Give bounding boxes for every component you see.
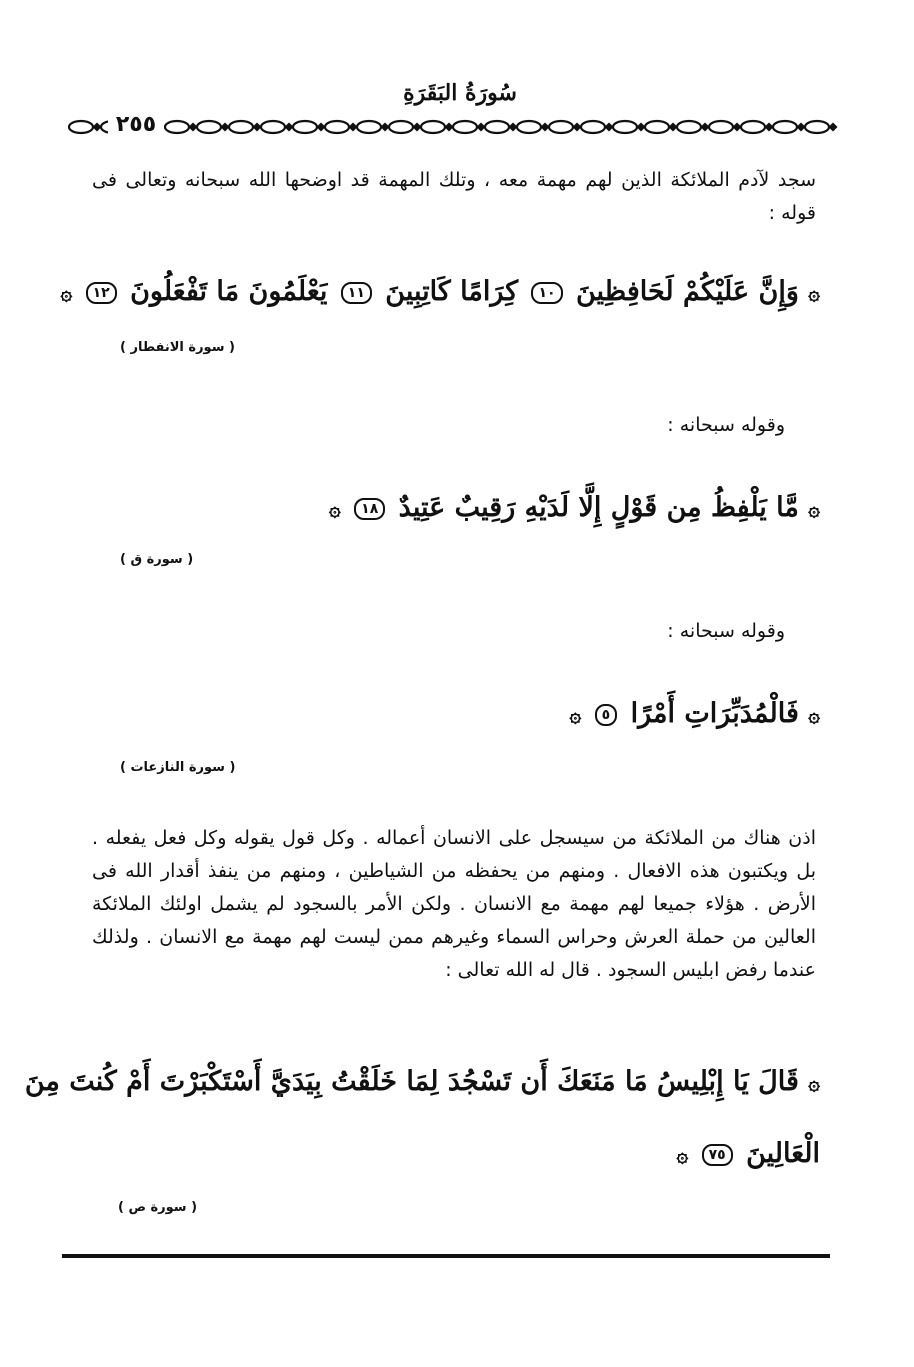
verse-text: كِرَامًا كَاتِبِينَ	[385, 276, 519, 307]
verse-text: فَالْمُدَبِّرَاتِ أَمْرًا	[630, 698, 799, 729]
verse-text: قَالَ يَا إِبْلِيسُ مَا مَنَعَكَ أَن تَسْجُدَ لِمَا خَلَقْتُ بِيَدَيَّ أَسْتَكْبَرْتَ أَمْ كُنتَ مِنَ	[24, 1066, 799, 1097]
verse-infitar	[60, 262, 820, 323]
citation-qaf: ( سورة ق )	[120, 552, 194, 567]
verse-open-ornament: ۞	[808, 1070, 820, 1095]
footer-rule	[62, 1254, 830, 1258]
ayah-number: ٧٥	[702, 1144, 733, 1166]
ayah-number: ١١	[341, 282, 372, 304]
page-number: ٢٥٥	[108, 110, 164, 140]
verse-text: يَعْلَمُونَ مَا تَفْعَلُونَ	[130, 276, 328, 307]
verse-open-ornament: ۞	[808, 702, 820, 727]
lead-text: وقوله سبحانه :	[667, 620, 785, 642]
main-paragraph: اذن هناك من الملائكة من سيسجل على الانسان أعماله . وكل قول يقوله وكل فعل يفعله . بل ويكتبون هذه الافعال . ومنهم من يحفظه من الشياطين ، ومنهم من ينفذ أقدار الله فى الأرض . هؤلاء جميعا لهم مهمة مع الانسان . ولكن الأمر بالسجود لم يشمل اولئك الملائكة العالين من حملة العرش وحراس السماء وغيرهم ممن ليست لهم مهمة مع الانسان . ولذلك عندما رفض ابليس السجود . قال له الله تعالى :	[92, 827, 816, 981]
verse-close-ornament: ۞	[569, 702, 582, 727]
verse-text: الْعَالِينَ	[746, 1138, 820, 1169]
verse-text: مَّا يَلْفِظُ مِن قَوْلٍ إِلَّا لَدَيْهِ رَقِيبٌ عَتِيدٌ	[398, 492, 799, 523]
citation-naziat: ( سورة النازعات )	[120, 760, 236, 775]
citation-sad: ( سورة ص )	[118, 1200, 198, 1215]
ayah-number: ١٢	[86, 282, 117, 304]
verse-sad-line-1	[24, 1052, 820, 1113]
lead-text: وقوله سبحانه :	[667, 414, 785, 436]
ayah-number: ١٨	[354, 498, 385, 520]
verse-sad-line-2	[560, 1124, 820, 1185]
ayah-number: ٥	[595, 704, 618, 726]
ayah-number: ١٠	[531, 282, 562, 304]
verse-qaf	[329, 478, 820, 539]
verse-close-ornament: ۞	[60, 280, 73, 305]
surah-title: سُورَةُ البَقَرَةِ	[403, 80, 517, 106]
verse-open-ornament: ۞	[808, 280, 820, 305]
decorative-border-strip	[62, 114, 842, 140]
verse-open-ornament: ۞	[808, 496, 820, 521]
verse-close-ornament: ۞	[676, 1142, 689, 1167]
citation-infitar: ( سورة الانفطار )	[120, 340, 235, 355]
verse-text: وَإِنَّ عَلَيْكُمْ لَحَافِظِينَ	[575, 276, 799, 307]
verse-naziat	[540, 684, 820, 745]
intro-paragraph: سجد لآدم الملائكة الذين لهم مهمة معه ، وتلك المهمة قد اوضحها الله سبحانه وتعالى فى قوله :	[92, 169, 816, 224]
verse-close-ornament: ۞	[329, 496, 341, 521]
